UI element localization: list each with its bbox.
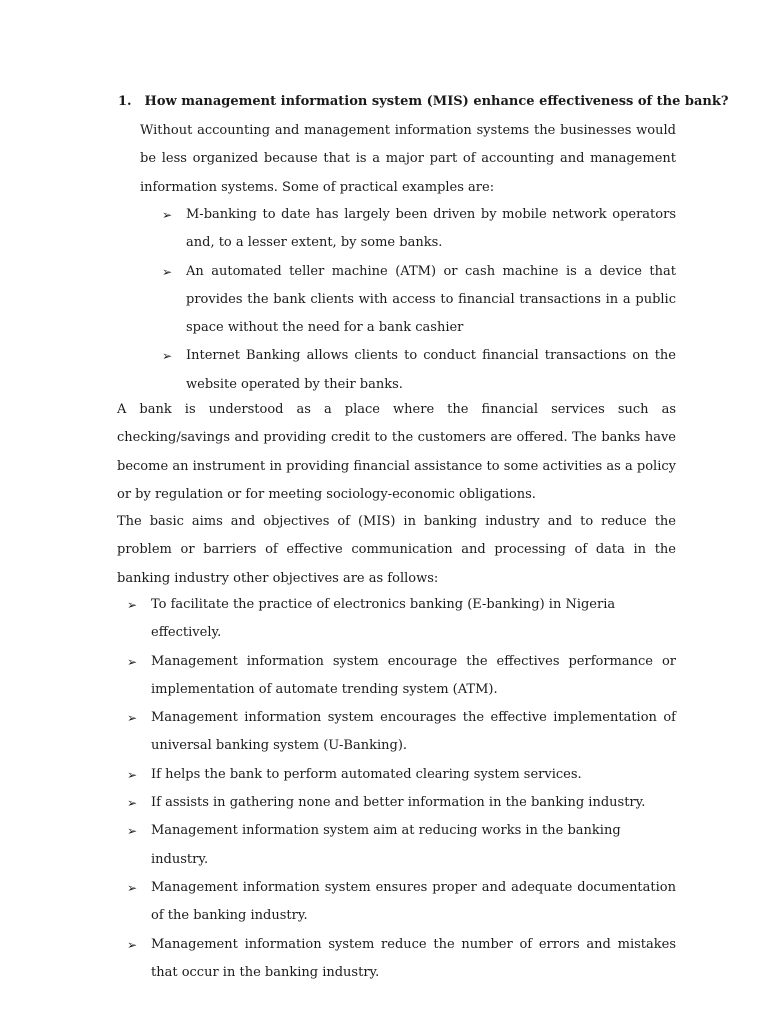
- list-item: [162, 258, 676, 343]
- list-item: [162, 342, 676, 399]
- list-item: [127, 704, 676, 761]
- arrow-bullet-icon: ➢: [127, 711, 138, 726]
- arrow-bullet-icon: ➢: [162, 264, 173, 279]
- arrow-bullet-icon: ➢: [127, 824, 138, 839]
- list-item: [127, 761, 676, 789]
- intro-paragraph: Without accounting and management information systems the businesses would be less organized because that is a major part of accounting and management information systems. Some of practical examples are:: [140, 123, 676, 195]
- list-item-text: Management information system aim at reducing works in the banking industry.: [151, 823, 621, 867]
- list-item-text: If assists in gathering none and better information in the banking industry.: [151, 795, 646, 811]
- question-text: How management information system (MIS) enhance effectiveness of the bank?: [144, 94, 729, 109]
- arrow-bullet-icon: ➢: [162, 349, 173, 364]
- examples-list: [162, 201, 676, 399]
- arrow-bullet-icon: ➢: [127, 880, 138, 895]
- arrow-bullet-icon: ➢: [127, 654, 138, 669]
- arrow-bullet-icon: ➢: [162, 208, 173, 222]
- list-item-text: Management information system encourage the effectives performance or implementation of automate trending system (ATM).: [151, 653, 676, 697]
- objectives-list: [127, 591, 676, 987]
- question-heading: [118, 94, 729, 109]
- list-item: [127, 789, 676, 817]
- list-item-text: Management information system reduce the number of errors and mistakes that occur in the banking industry.: [151, 936, 676, 980]
- list-item-text: If helps the bank to perform automated clearing system services.: [151, 766, 582, 782]
- list-item-text: An automated teller machine (ATM) or cash machine is a device that provides the bank clients with access to financial transactions in a public space without the need for a bank cashier: [186, 263, 676, 336]
- list-item: [162, 201, 676, 258]
- arrow-bullet-icon: ➢: [127, 937, 138, 952]
- list-item: [127, 931, 676, 988]
- list-item: [127, 591, 676, 648]
- bank-definition-paragraph: A bank is understood as a place where the financial services such as checking/savings and providing credit to the customers are offered. The banks have become an instrument in providing financial assistance to some activities as a policy or by regulation or for meeting sociology-economic obligations.: [117, 402, 676, 502]
- arrow-bullet-icon: ➢: [127, 796, 138, 811]
- aims-paragraph: The basic aims and objectives of (MIS) in banking industry and to reduce the problem or barriers of effective communication and processing of data in the banking industry other objectives are as follows:: [117, 514, 676, 586]
- list-item-text: To facilitate the practice of electronics banking (E-banking) in Nigeria effectively.: [151, 597, 616, 641]
- list-item: [127, 874, 676, 931]
- arrow-bullet-icon: ➢: [127, 767, 138, 782]
- question-number: 1.: [118, 94, 132, 109]
- list-item-text: M-banking to date has largely been driven by mobile network operators and, to a lesser extent, by some banks.: [186, 207, 676, 251]
- list-item: [127, 817, 676, 874]
- list-item-text: Management information system ensures proper and adequate documentation of the banking industry.: [151, 879, 676, 924]
- list-item-text: Management information system encourages the effective implementation of universal banking system (U-Banking).: [151, 710, 676, 754]
- arrow-bullet-icon: ➢: [127, 598, 138, 612]
- list-item: [127, 648, 676, 705]
- list-item-text: Internet Banking allows clients to conduct financial transactions on the website operated by their banks.: [186, 348, 676, 392]
